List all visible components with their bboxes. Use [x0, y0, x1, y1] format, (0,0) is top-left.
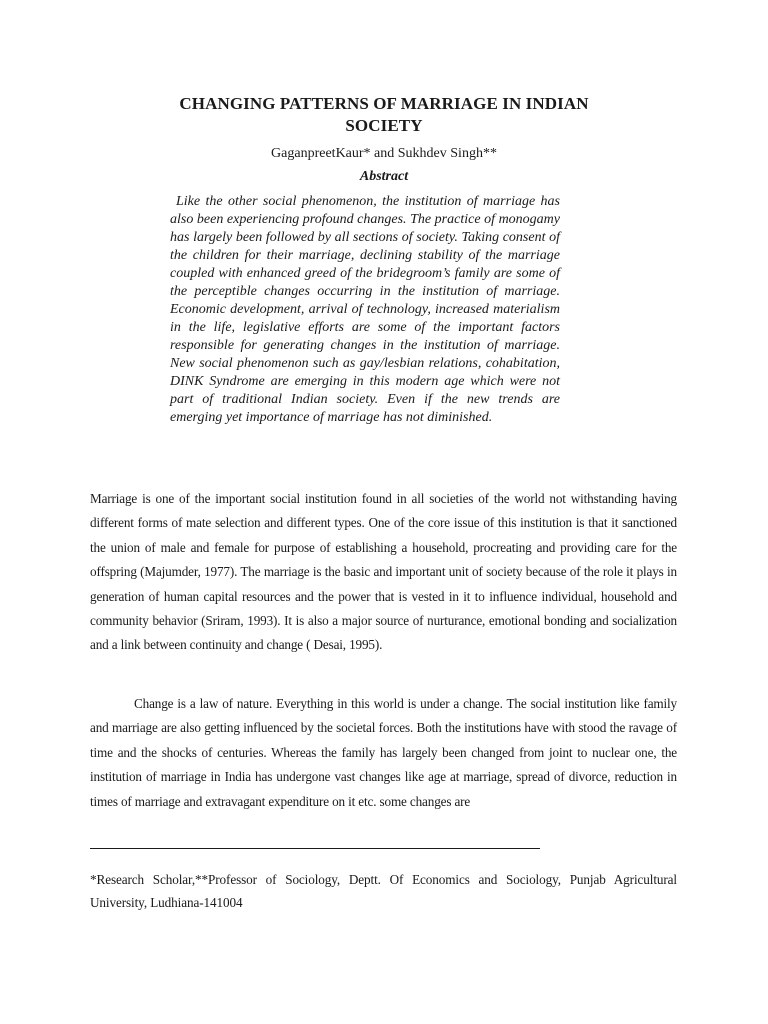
abstract-text: Like the other social phenomenon, the institution of marriage has also been experiencing profound changes. The practice of monogamy has largely been followed by all sections of society. Taking consent of the children for their marriage, declining stability of the marriage coupled with enhanced greed of the bridegroom’s family are some of the perceptible changes occurring in the institution of marriage. Economic development, arrival of technology, increased materialism in the life, legislative efforts are some of the important factors responsible for generating changes in the institution of marriage. New social phenomenon such as gay/lesbian relations, cohabitation, DINK Syndrome are emerging in this modern age which were not part of traditional Indian society. Even if the new trends are emerging yet importance of marriage has not diminished.: [170, 194, 560, 425]
paper-authors: GaganpreetKaur* and Sukhdev Singh**: [271, 146, 497, 161]
footnote: *Research Scholar,**Professor of Sociology, Deptt. Of Economics and Sociology, Punjab Agricultural University, Ludhiana-141004: [90, 872, 677, 910]
paper-title: CHANGING PATTERNS OF MARRIAGE IN INDIAN SOCIETY: [179, 94, 589, 135]
body-paragraph-1: Marriage is one of the important social institution found in all societies of the world not withstanding having different forms of mate selection and different types. One of the core issue of this institution is that it sanctioned the union of male and female for purpose of establishing a household, procreating and providing care for the offspring (Majumder, 1977). The marriage is the basic and important unit of society because of the role it plays in generation of human capital resources and the power that is vested in it to influence individual, household and community behavior (Sriram, 1993). It is also a major source of nurturance, emotional bonding and socialization and a link between continuity and change ( Desai, 1995).: [90, 491, 677, 653]
abstract-heading: Abstract: [359, 169, 409, 184]
footnote-divider: [90, 848, 540, 849]
body-paragraph-2: Change is a law of nature. Everything in this world is under a change. The social institution like family and marriage are also getting influenced by the societal forces. Both the institutions have with stood the ravage of time and the shocks of centuries. Whereas the family has largely been changed from joint to nuclear one, the institution of marriage in India has undergone vast changes like age at marriage, spread of divorce, reduction in times of marriage and extravagant expenditure on it etc. some changes are: [90, 696, 677, 809]
